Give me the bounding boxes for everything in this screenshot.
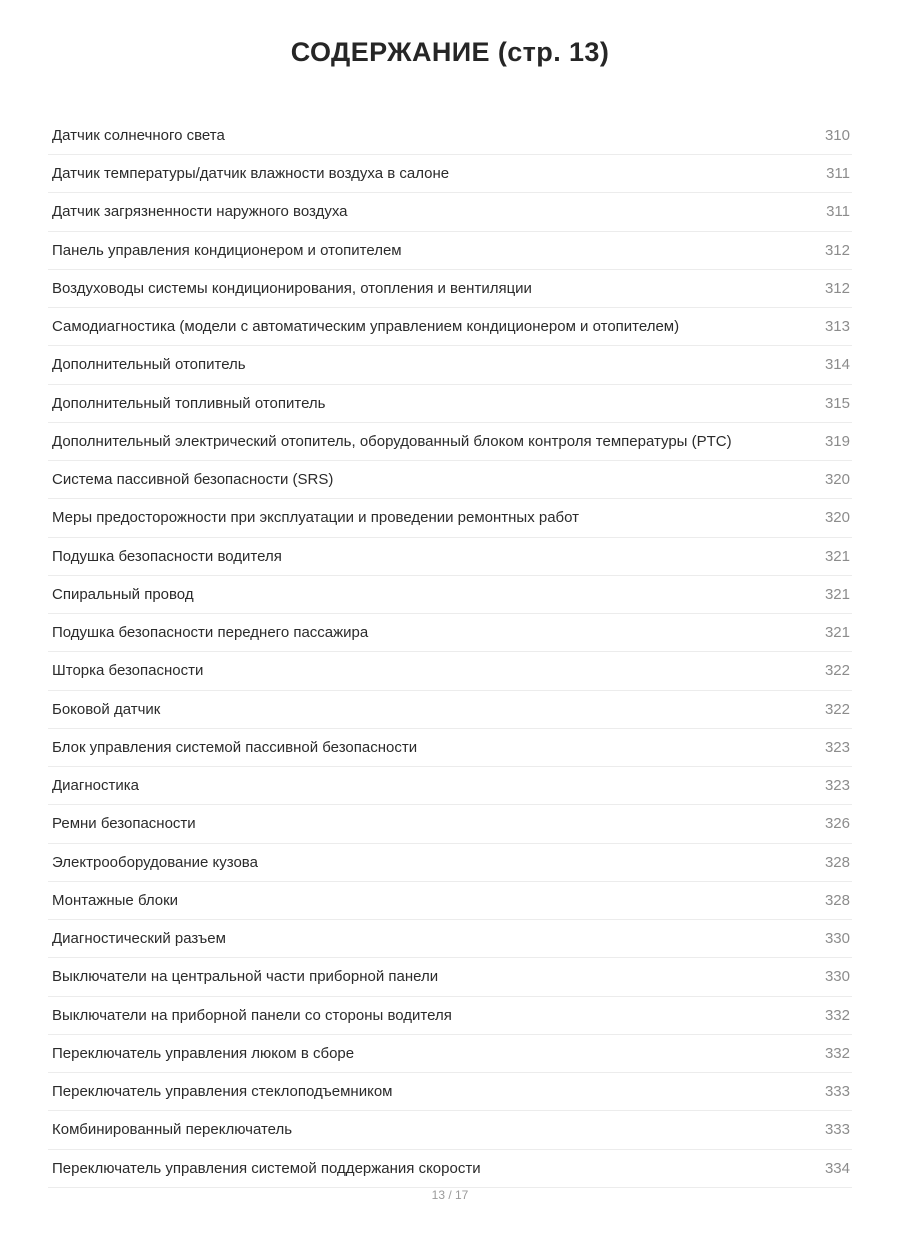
toc-entry-title[interactable]: Дополнительный электрический отопитель, оборудованный блоком контроля температуры (PTC) <box>52 432 732 450</box>
toc-entry[interactable] <box>48 805 852 843</box>
toc-entry-page-number: 311 <box>826 203 850 221</box>
toc-entry-title[interactable]: Панель управления кондиционером и отопителем <box>52 241 402 259</box>
toc-entry-title[interactable]: Шторка безопасности <box>52 662 204 680</box>
toc-entry-title[interactable]: Диагностика <box>52 777 139 794</box>
toc-entry-page-number: 311 <box>826 165 850 182</box>
toc-entry[interactable] <box>48 117 852 155</box>
toc-entry[interactable] <box>48 231 852 269</box>
toc-entry-page-number: 322 <box>824 662 850 680</box>
toc-entry-title[interactable]: Датчик загрязненности наружного воздуха <box>52 203 348 221</box>
toc-entry-title[interactable]: Ремни безопасности <box>52 815 196 833</box>
toc-entry-page-number: 330 <box>824 968 850 986</box>
toc-entry-title[interactable]: Переключатель управления стеклоподъемником <box>52 1083 393 1100</box>
toc-entry-title[interactable]: Самодиагностика (модели с автоматическим управлением кондиционером и отопителем) <box>52 318 680 335</box>
toc-entry-page-number: 323 <box>824 738 850 756</box>
toc-entry-page-number: 328 <box>824 891 850 909</box>
toc-entry-title[interactable]: Электрооборудование кузова <box>52 853 258 871</box>
toc-entry[interactable] <box>48 346 852 384</box>
toc-entry-page-number: 333 <box>824 1121 850 1139</box>
toc-entry-page-number: 321 <box>824 624 850 641</box>
toc-entry[interactable] <box>48 384 852 422</box>
toc-entry-page-number: 315 <box>824 394 850 412</box>
toc-entry-page-number: 323 <box>824 777 850 794</box>
toc-entry[interactable] <box>48 1073 852 1111</box>
toc-body <box>48 117 852 1188</box>
toc-entry[interactable] <box>48 920 852 958</box>
toc-entry-title[interactable]: Спиральный провод <box>52 585 194 603</box>
toc-entry-page-number: 319 <box>824 432 850 450</box>
toc-entry-title[interactable]: Блок управления системой пассивной безопасности <box>52 738 418 756</box>
toc-entry[interactable] <box>48 1034 852 1072</box>
toc-entry-title[interactable]: Выключатели на центральной части приборной панели <box>52 968 439 986</box>
toc-entry[interactable] <box>48 843 852 881</box>
toc-entry[interactable] <box>48 614 852 652</box>
toc-entry-page-number: 328 <box>824 853 850 871</box>
toc-entry-page-number: 312 <box>824 279 850 297</box>
toc-entry-page-number: 320 <box>824 471 850 488</box>
toc-entry-page-number: 322 <box>824 700 850 718</box>
toc-entry[interactable] <box>48 308 852 346</box>
toc-entry-title[interactable]: Монтажные блоки <box>52 891 179 909</box>
toc-entry-page-number: 321 <box>824 585 850 603</box>
toc-entry-page-number: 321 <box>824 547 850 565</box>
toc-entry[interactable] <box>48 996 852 1034</box>
toc-entry-title[interactable]: Датчик солнечного света <box>52 126 225 144</box>
toc-entry[interactable] <box>48 728 852 766</box>
toc-entry[interactable] <box>48 958 852 996</box>
toc-entry-page-number: 334 <box>824 1159 850 1177</box>
toc-entry[interactable] <box>48 155 852 193</box>
toc-entry-title[interactable]: Выключатели на приборной панели со стороны водителя <box>52 1006 452 1024</box>
toc-entry-title[interactable]: Система пассивной безопасности (SRS) <box>52 471 334 488</box>
toc-entry-title[interactable]: Дополнительный топливный отопитель <box>52 394 326 412</box>
table-of-contents <box>48 117 852 1188</box>
toc-entry[interactable] <box>48 652 852 690</box>
toc-entry[interactable] <box>48 767 852 805</box>
page-title: СОДЕРЖАНИЕ (стр. 13) <box>290 37 610 67</box>
toc-entry[interactable] <box>48 881 852 919</box>
toc-entry-title[interactable]: Датчик температуры/датчик влажности воздуха в салоне <box>52 165 450 182</box>
toc-entry-page-number: 326 <box>824 815 850 833</box>
toc-entry-page-number: 312 <box>824 241 850 259</box>
toc-entry[interactable] <box>48 422 852 460</box>
toc-entry-title[interactable]: Меры предосторожности при эксплуатации и проведении ремонтных работ <box>52 509 580 527</box>
toc-entry-page-number: 314 <box>824 356 850 374</box>
toc-entry-title[interactable]: Воздуховоды системы кондиционирования, отопления и вентиляции <box>52 279 532 297</box>
page-footer: 13 / 17 <box>431 1187 469 1202</box>
toc-entry-page-number: 332 <box>824 1006 850 1024</box>
toc-entry-title[interactable]: Подушка безопасности водителя <box>52 547 282 565</box>
toc-entry[interactable] <box>48 575 852 613</box>
toc-entry-page-number: 310 <box>824 126 850 144</box>
toc-entry-page-number: 333 <box>824 1083 850 1100</box>
toc-entry[interactable] <box>48 1111 852 1149</box>
toc-entry-page-number: 320 <box>824 509 850 527</box>
toc-entry[interactable] <box>48 690 852 728</box>
toc-entry-page-number: 330 <box>824 930 850 947</box>
toc-entry[interactable] <box>48 537 852 575</box>
toc-entry-page-number: 332 <box>824 1044 850 1062</box>
toc-entry[interactable] <box>48 269 852 307</box>
toc-entry-title[interactable]: Переключатель управления люком в сборе <box>52 1044 355 1062</box>
toc-entry-title[interactable]: Диагностический разъем <box>52 930 226 947</box>
toc-entry-title[interactable]: Боковой датчик <box>52 700 161 718</box>
toc-entry-title[interactable]: Подушка безопасности переднего пассажира <box>52 624 369 641</box>
toc-entry-title[interactable]: Комбинированный переключатель <box>52 1121 293 1139</box>
toc-entry-title[interactable]: Дополнительный отопитель <box>52 356 246 374</box>
toc-entry[interactable] <box>48 193 852 231</box>
toc-entry[interactable] <box>48 1149 852 1187</box>
toc-entry-title[interactable]: Переключатель управления системой поддержания скорости <box>52 1159 481 1177</box>
toc-entry[interactable] <box>48 461 852 499</box>
toc-entry-page-number: 313 <box>824 318 850 335</box>
toc-entry[interactable] <box>48 499 852 537</box>
